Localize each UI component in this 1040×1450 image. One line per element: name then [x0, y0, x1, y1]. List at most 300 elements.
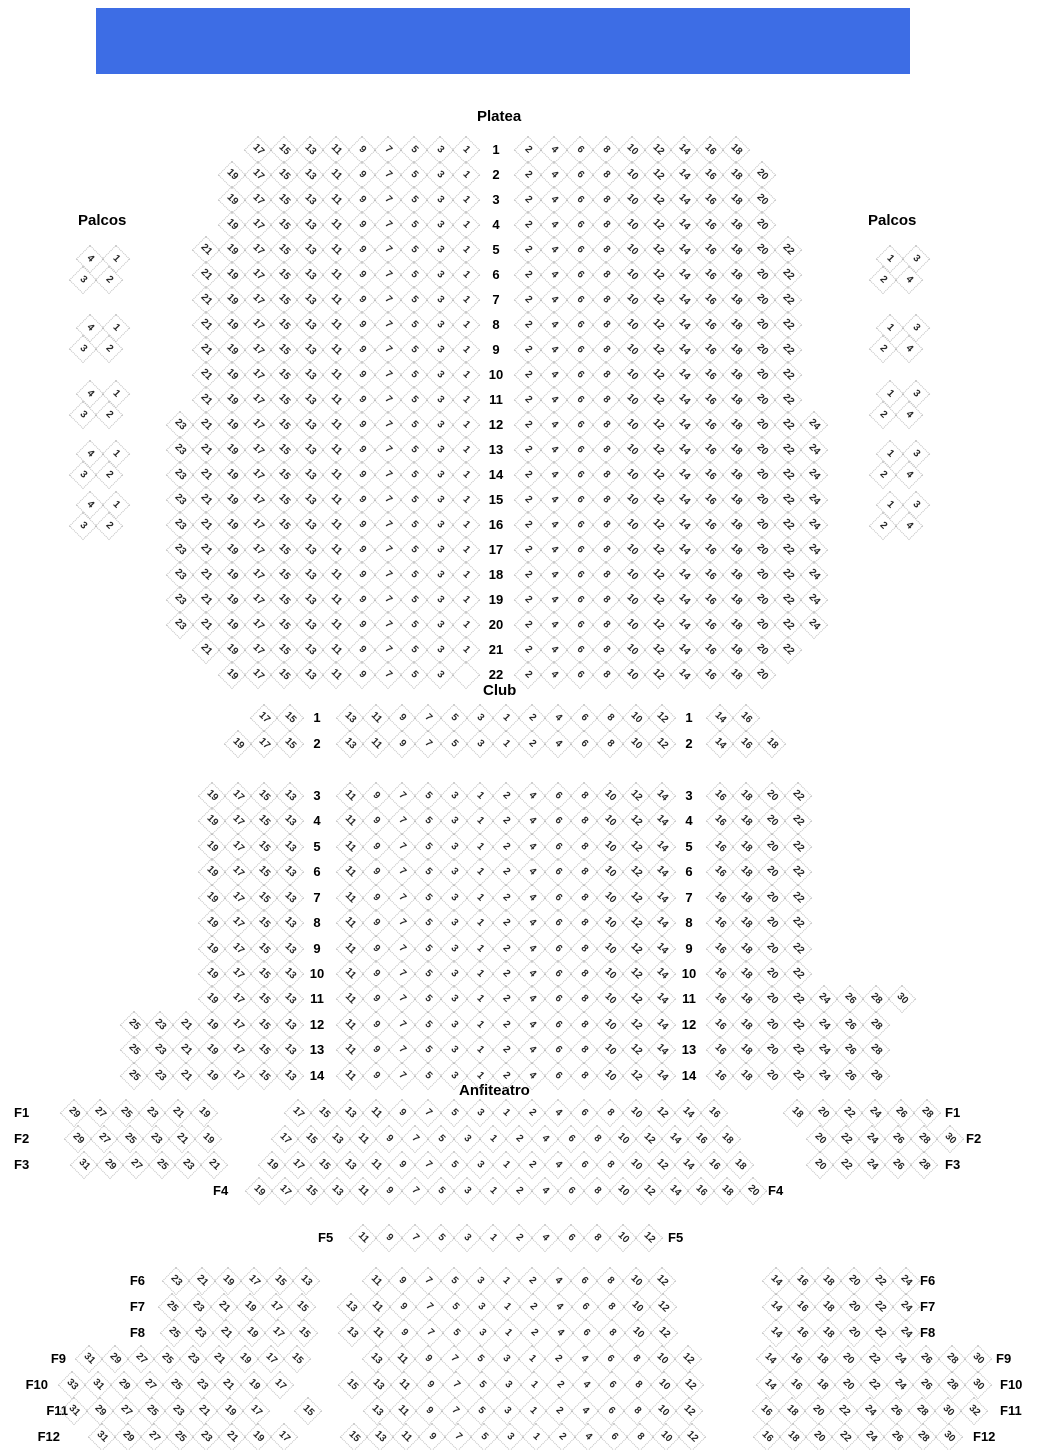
seat[interactable]: 20 — [840, 1267, 868, 1295]
seat[interactable]: 28 — [862, 1011, 890, 1039]
seat[interactable]: 16 — [696, 361, 724, 389]
seat[interactable]: 16 — [696, 636, 724, 664]
seat[interactable]: 18 — [722, 261, 750, 289]
seat[interactable]: 6 — [557, 1177, 585, 1205]
seat[interactable]: 14 — [648, 884, 676, 912]
seat[interactable]: 19 — [190, 1099, 218, 1127]
seat[interactable]: 13 — [336, 1099, 364, 1127]
seat[interactable]: 9 — [348, 311, 376, 339]
seat[interactable]: 31 — [88, 1423, 116, 1450]
seat[interactable]: 7 — [440, 1345, 468, 1373]
seat[interactable]: 7 — [388, 1036, 416, 1064]
seat[interactable]: 9 — [348, 261, 376, 289]
seat[interactable]: 1 — [452, 161, 480, 189]
seat[interactable]: 10 — [618, 361, 646, 389]
seat[interactable]: 11 — [322, 661, 350, 689]
seat[interactable]: 13 — [296, 411, 324, 439]
seat[interactable]: 5 — [400, 161, 428, 189]
seat[interactable]: 28 — [913, 1099, 941, 1127]
seat[interactable]: 14 — [661, 1125, 689, 1153]
seat[interactable]: 2 — [869, 335, 897, 363]
seat[interactable]: 18 — [713, 1177, 741, 1205]
seat[interactable]: 22 — [774, 536, 802, 564]
seat[interactable]: 15 — [270, 236, 298, 264]
seat[interactable]: 19 — [198, 833, 226, 861]
seat[interactable]: 5 — [400, 236, 428, 264]
seat[interactable]: 14 — [670, 136, 698, 164]
seat[interactable]: 6 — [544, 807, 572, 835]
seat[interactable]: 7 — [374, 161, 402, 189]
seat[interactable]: 1 — [466, 909, 494, 937]
seat[interactable]: 16 — [706, 909, 734, 937]
seat[interactable]: 8 — [596, 1151, 624, 1179]
seat[interactable]: 16 — [696, 336, 724, 364]
seat[interactable]: 10 — [596, 960, 624, 988]
seat[interactable]: 2 — [514, 286, 542, 314]
seat[interactable]: 19 — [218, 461, 246, 489]
seat[interactable]: 1 — [452, 261, 480, 289]
seat[interactable]: 27 — [136, 1371, 164, 1399]
seat[interactable]: 3 — [69, 512, 97, 540]
seat[interactable]: 6 — [566, 661, 594, 689]
seat[interactable]: 14 — [670, 661, 698, 689]
seat[interactable]: 1 — [876, 314, 904, 342]
seat[interactable]: 21 — [192, 236, 220, 264]
seat[interactable]: 11 — [322, 486, 350, 514]
seat[interactable]: 7 — [374, 336, 402, 364]
seat[interactable]: 16 — [696, 561, 724, 589]
seat[interactable]: 6 — [570, 1099, 598, 1127]
seat[interactable]: 8 — [596, 704, 624, 732]
seat[interactable]: 13 — [296, 186, 324, 214]
seat[interactable]: 2 — [514, 161, 542, 189]
seat[interactable]: 22 — [866, 1319, 894, 1347]
seat[interactable]: 16 — [696, 161, 724, 189]
seat[interactable]: 28 — [862, 985, 890, 1013]
seat[interactable]: 22 — [784, 1062, 812, 1090]
seat[interactable]: 7 — [388, 960, 416, 988]
seat[interactable]: 14 — [670, 511, 698, 539]
seat[interactable]: 19 — [218, 386, 246, 414]
seat[interactable]: 11 — [322, 611, 350, 639]
seat[interactable]: 8 — [592, 536, 620, 564]
seat[interactable]: 9 — [375, 1224, 403, 1252]
seat[interactable]: 22 — [866, 1293, 894, 1321]
seat[interactable]: 2 — [514, 611, 542, 639]
seat[interactable]: 1 — [452, 236, 480, 264]
seat[interactable]: 18 — [722, 236, 750, 264]
seat[interactable]: 10 — [596, 1036, 624, 1064]
seat[interactable]: 1 — [102, 380, 130, 408]
seat[interactable]: 6 — [566, 436, 594, 464]
seat[interactable]: 14 — [661, 1177, 689, 1205]
seat[interactable]: 2 — [514, 511, 542, 539]
seat[interactable]: 14 — [670, 436, 698, 464]
seat[interactable]: 22 — [784, 935, 812, 963]
seat[interactable]: 2 — [492, 1062, 520, 1090]
seat[interactable]: 12 — [644, 286, 672, 314]
seat[interactable]: 6 — [566, 486, 594, 514]
seat[interactable]: 3 — [426, 336, 454, 364]
seat[interactable]: 12 — [650, 1319, 678, 1347]
seat[interactable]: 32 — [960, 1397, 988, 1425]
seat[interactable]: 8 — [570, 782, 598, 810]
seat[interactable]: 1 — [452, 336, 480, 364]
seat[interactable]: 13 — [336, 704, 364, 732]
seat[interactable]: 13 — [276, 1011, 304, 1039]
seat[interactable]: 11 — [349, 1125, 377, 1153]
seat[interactable]: 20 — [758, 1011, 786, 1039]
seat[interactable]: 10 — [649, 1397, 677, 1425]
seat[interactable]: 3 — [426, 536, 454, 564]
seat[interactable]: 21 — [172, 1011, 200, 1039]
seat[interactable]: 19 — [218, 511, 246, 539]
seat[interactable]: 10 — [618, 186, 646, 214]
seat[interactable]: 6 — [566, 586, 594, 614]
seat[interactable]: 5 — [441, 1293, 469, 1321]
seat[interactable]: 6 — [544, 1011, 572, 1039]
seat[interactable]: 18 — [722, 311, 750, 339]
seat[interactable]: 10 — [618, 411, 646, 439]
seat[interactable]: 7 — [414, 704, 442, 732]
seat[interactable]: 14 — [762, 1319, 790, 1347]
seat[interactable]: 22 — [774, 486, 802, 514]
seat[interactable]: 15 — [270, 211, 298, 239]
seat[interactable]: 8 — [596, 1267, 624, 1295]
seat[interactable]: 4 — [540, 286, 568, 314]
seat[interactable]: 22 — [866, 1267, 894, 1295]
seat[interactable]: 9 — [362, 858, 390, 886]
seat[interactable]: 7 — [388, 909, 416, 937]
seat[interactable]: 6 — [566, 536, 594, 564]
seat[interactable]: 25 — [138, 1397, 166, 1425]
seat[interactable]: 24 — [892, 1293, 920, 1321]
seat[interactable]: 17 — [224, 807, 252, 835]
seat[interactable]: 7 — [374, 211, 402, 239]
seat[interactable]: 23 — [146, 1036, 174, 1064]
seat[interactable]: 4 — [540, 211, 568, 239]
seat[interactable]: 6 — [566, 286, 594, 314]
seat[interactable]: 3 — [902, 491, 930, 519]
seat[interactable]: 9 — [348, 586, 376, 614]
seat[interactable]: 5 — [427, 1125, 455, 1153]
seat[interactable]: 24 — [858, 1125, 886, 1153]
seat[interactable]: 13 — [296, 286, 324, 314]
seat[interactable]: 3 — [453, 1224, 481, 1252]
seat[interactable]: 11 — [322, 261, 350, 289]
seat[interactable]: 14 — [706, 730, 734, 758]
seat[interactable]: 20 — [758, 1036, 786, 1064]
seat[interactable]: 23 — [166, 536, 194, 564]
seat[interactable]: 16 — [732, 730, 760, 758]
seat[interactable]: 17 — [224, 884, 252, 912]
seat[interactable]: 1 — [466, 858, 494, 886]
seat[interactable]: 18 — [722, 436, 750, 464]
seat[interactable]: 2 — [518, 1151, 546, 1179]
seat[interactable]: 3 — [902, 440, 930, 468]
seat[interactable]: 12 — [644, 611, 672, 639]
seat[interactable]: 2 — [514, 436, 542, 464]
seat[interactable]: 16 — [687, 1177, 715, 1205]
seat[interactable]: 3 — [440, 909, 468, 937]
seat[interactable]: 15 — [250, 960, 278, 988]
seat[interactable]: 10 — [618, 286, 646, 314]
seat[interactable]: 23 — [164, 1397, 192, 1425]
seat[interactable]: 5 — [400, 461, 428, 489]
seat[interactable]: 10 — [618, 486, 646, 514]
seat[interactable]: 10 — [609, 1125, 637, 1153]
seat[interactable]: 3 — [440, 858, 468, 886]
seat[interactable]: 22 — [774, 436, 802, 464]
seat[interactable]: 18 — [732, 782, 760, 810]
seat[interactable]: 14 — [670, 211, 698, 239]
seat[interactable]: 6 — [544, 909, 572, 937]
seat[interactable]: 24 — [892, 1267, 920, 1295]
seat[interactable]: 16 — [706, 833, 734, 861]
seat[interactable]: 10 — [618, 336, 646, 364]
seat[interactable]: 20 — [748, 311, 776, 339]
seat[interactable]: 22 — [784, 985, 812, 1013]
seat[interactable]: 25 — [116, 1125, 144, 1153]
seat[interactable]: 12 — [644, 411, 672, 439]
seat[interactable]: 13 — [296, 436, 324, 464]
seat[interactable]: 14 — [756, 1345, 784, 1373]
seat[interactable]: 7 — [374, 136, 402, 164]
seat[interactable]: 22 — [774, 461, 802, 489]
seat[interactable]: 9 — [388, 1151, 416, 1179]
seat[interactable]: 12 — [622, 985, 650, 1013]
seat[interactable]: 17 — [244, 386, 272, 414]
seat[interactable]: 3 — [902, 245, 930, 273]
seat[interactable]: 24 — [810, 985, 838, 1013]
seat[interactable]: 1 — [479, 1177, 507, 1205]
seat[interactable]: 17 — [262, 1293, 290, 1321]
seat[interactable]: 1 — [452, 211, 480, 239]
seat[interactable]: 20 — [758, 985, 786, 1013]
seat[interactable]: 7 — [388, 935, 416, 963]
seat[interactable]: 20 — [748, 536, 776, 564]
seat[interactable]: 8 — [592, 136, 620, 164]
seat[interactable]: 3 — [426, 186, 454, 214]
seat[interactable]: 2 — [95, 461, 123, 489]
seat[interactable]: 15 — [283, 1345, 311, 1373]
seat[interactable]: 15 — [250, 884, 278, 912]
seat[interactable]: 33 — [58, 1371, 86, 1399]
seat[interactable]: 21 — [192, 586, 220, 614]
seat[interactable]: 19 — [218, 236, 246, 264]
seat[interactable]: 3 — [466, 704, 494, 732]
seat[interactable]: 19 — [194, 1125, 222, 1153]
seat[interactable]: 11 — [322, 361, 350, 389]
seat[interactable]: 16 — [706, 807, 734, 835]
seat[interactable]: 13 — [296, 161, 324, 189]
seat[interactable]: 18 — [722, 611, 750, 639]
seat[interactable]: 14 — [648, 1062, 676, 1090]
seat[interactable]: 7 — [388, 1011, 416, 1039]
seat[interactable]: 25 — [166, 1423, 194, 1450]
seat[interactable]: 19 — [198, 858, 226, 886]
seat[interactable]: 3 — [426, 361, 454, 389]
seat[interactable]: 3 — [426, 561, 454, 589]
seat[interactable]: 12 — [644, 161, 672, 189]
seat[interactable]: 10 — [596, 782, 624, 810]
seat[interactable]: 14 — [670, 261, 698, 289]
seat[interactable]: 1 — [466, 1062, 494, 1090]
seat[interactable]: 22 — [774, 511, 802, 539]
seat[interactable]: 5 — [400, 311, 428, 339]
seat[interactable]: 1 — [466, 960, 494, 988]
seat[interactable]: 21 — [192, 461, 220, 489]
seat[interactable]: 3 — [426, 411, 454, 439]
seat[interactable]: 10 — [622, 1151, 650, 1179]
seat[interactable]: 12 — [644, 661, 672, 689]
seat[interactable]: 17 — [244, 636, 272, 664]
seat[interactable]: 17 — [244, 661, 272, 689]
seat[interactable]: 12 — [644, 536, 672, 564]
seat[interactable]: 14 — [670, 411, 698, 439]
seat[interactable]: 3 — [426, 461, 454, 489]
seat[interactable]: 9 — [348, 186, 376, 214]
seat[interactable]: 13 — [276, 833, 304, 861]
seat[interactable]: 19 — [218, 586, 246, 614]
seat[interactable]: 20 — [840, 1319, 868, 1347]
seat[interactable]: 11 — [322, 236, 350, 264]
seat[interactable]: 15 — [270, 161, 298, 189]
seat[interactable]: 30 — [934, 1397, 962, 1425]
seat[interactable]: 12 — [622, 1011, 650, 1039]
seat[interactable]: 15 — [270, 461, 298, 489]
seat[interactable]: 20 — [758, 807, 786, 835]
seat[interactable]: 2 — [869, 401, 897, 429]
seat[interactable]: 11 — [336, 960, 364, 988]
seat[interactable]: 16 — [706, 884, 734, 912]
seat[interactable]: 7 — [388, 985, 416, 1013]
seat[interactable]: 16 — [687, 1125, 715, 1153]
seat[interactable]: 13 — [296, 586, 324, 614]
seat[interactable]: 25 — [153, 1345, 181, 1373]
seat[interactable]: 6 — [566, 511, 594, 539]
seat[interactable]: 1 — [492, 1099, 520, 1127]
seat[interactable]: 18 — [814, 1319, 842, 1347]
seat[interactable]: 2 — [492, 833, 520, 861]
seat[interactable]: 14 — [706, 704, 734, 732]
seat[interactable]: 10 — [596, 833, 624, 861]
seat[interactable]: 6 — [566, 136, 594, 164]
seat[interactable]: 13 — [276, 807, 304, 835]
seat[interactable]: 24 — [800, 411, 828, 439]
seat[interactable]: 15 — [250, 985, 278, 1013]
seat[interactable]: 12 — [622, 884, 650, 912]
seat[interactable]: 10 — [618, 661, 646, 689]
seat[interactable]: 20 — [748, 461, 776, 489]
seat[interactable]: 29 — [101, 1345, 129, 1373]
seat[interactable]: 7 — [444, 1423, 472, 1450]
seat[interactable]: 9 — [348, 211, 376, 239]
seat[interactable]: 14 — [648, 985, 676, 1013]
seat[interactable]: 12 — [622, 909, 650, 937]
seat[interactable]: 2 — [95, 512, 123, 540]
seat[interactable]: 17 — [244, 586, 272, 614]
seat[interactable]: 2 — [514, 561, 542, 589]
seat[interactable]: 18 — [778, 1397, 806, 1425]
seat[interactable]: 25 — [148, 1151, 176, 1179]
seat[interactable]: 4 — [518, 884, 546, 912]
seat[interactable]: 3 — [426, 211, 454, 239]
seat[interactable]: 27 — [112, 1397, 140, 1425]
seat[interactable]: 14 — [648, 1036, 676, 1064]
seat[interactable]: 7 — [416, 1319, 444, 1347]
seat[interactable]: 6 — [544, 1062, 572, 1090]
seat[interactable]: 16 — [696, 436, 724, 464]
seat[interactable]: 6 — [557, 1125, 585, 1153]
seat[interactable]: 6 — [557, 1224, 585, 1252]
seat[interactable]: 14 — [648, 960, 676, 988]
seat[interactable]: 12 — [644, 386, 672, 414]
seat[interactable]: 15 — [310, 1151, 338, 1179]
seat[interactable]: 20 — [758, 858, 786, 886]
seat[interactable]: 12 — [635, 1224, 663, 1252]
seat[interactable]: 17 — [224, 960, 252, 988]
seat[interactable]: 21 — [192, 611, 220, 639]
seat[interactable]: 28 — [938, 1345, 966, 1373]
seat[interactable]: 16 — [782, 1345, 810, 1373]
seat[interactable]: 6 — [544, 935, 572, 963]
seat[interactable]: 4 — [540, 611, 568, 639]
seat[interactable]: 16 — [752, 1397, 780, 1425]
seat[interactable]: 2 — [492, 909, 520, 937]
seat[interactable]: 10 — [618, 136, 646, 164]
seat[interactable]: 9 — [388, 730, 416, 758]
seat[interactable]: 10 — [596, 884, 624, 912]
seat[interactable]: 18 — [732, 960, 760, 988]
seat[interactable]: 8 — [598, 1319, 626, 1347]
seat[interactable]: 1 — [452, 636, 480, 664]
seat[interactable]: 19 — [218, 536, 246, 564]
seat[interactable]: 21 — [192, 411, 220, 439]
seat[interactable]: 15 — [276, 704, 304, 732]
seat[interactable]: 29 — [86, 1397, 114, 1425]
seat[interactable]: 31 — [84, 1371, 112, 1399]
seat[interactable]: 3 — [468, 1319, 496, 1347]
seat[interactable]: 19 — [231, 1345, 259, 1373]
seat[interactable]: 1 — [102, 314, 130, 342]
seat[interactable]: 8 — [592, 461, 620, 489]
seat[interactable]: 4 — [76, 380, 104, 408]
seat[interactable]: 15 — [290, 1319, 318, 1347]
seat[interactable]: 4 — [895, 335, 923, 363]
seat[interactable]: 1 — [466, 1011, 494, 1039]
seat[interactable]: 4 — [540, 261, 568, 289]
seat[interactable]: 3 — [69, 461, 97, 489]
seat[interactable]: 12 — [644, 561, 672, 589]
seat[interactable]: 21 — [172, 1036, 200, 1064]
seat[interactable]: 4 — [545, 1293, 573, 1321]
seat[interactable]: 9 — [390, 1319, 418, 1347]
seat[interactable]: 12 — [622, 858, 650, 886]
seat[interactable]: 11 — [392, 1423, 420, 1450]
seat[interactable]: 16 — [696, 286, 724, 314]
seat[interactable]: 1 — [466, 807, 494, 835]
seat[interactable]: 22 — [774, 611, 802, 639]
seat[interactable]: 7 — [401, 1177, 429, 1205]
seat[interactable]: 7 — [374, 311, 402, 339]
seat[interactable]: 8 — [592, 661, 620, 689]
seat[interactable]: 10 — [596, 935, 624, 963]
seat[interactable]: 10 — [596, 985, 624, 1013]
seat[interactable]: 15 — [270, 311, 298, 339]
seat[interactable]: 10 — [618, 636, 646, 664]
seat[interactable]: 30 — [964, 1371, 992, 1399]
